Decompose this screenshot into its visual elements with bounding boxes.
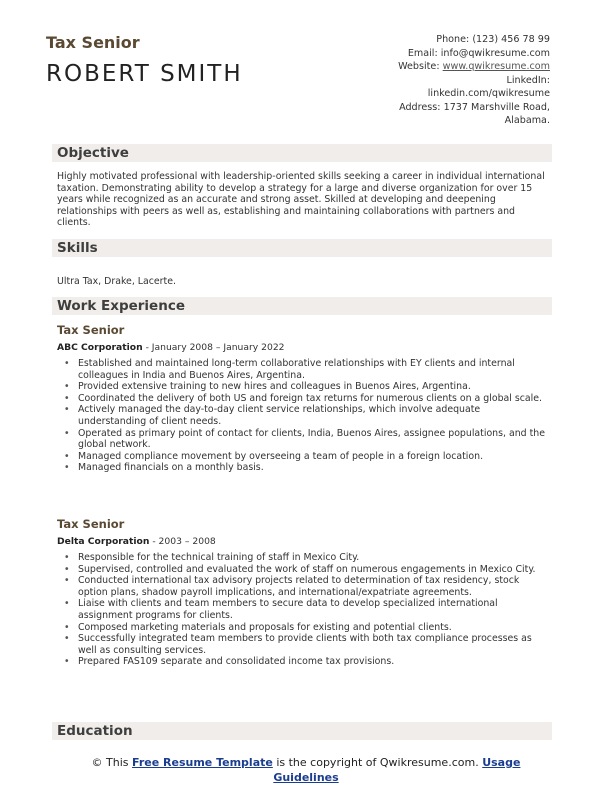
objective-section-header xyxy=(52,144,552,162)
education-heading: Education xyxy=(57,723,133,739)
job-1-dates: - January 2008 – January 2022 xyxy=(142,342,285,353)
list-item: • Composed marketing materials and proposals for existing and potential clients. xyxy=(62,622,550,634)
list-item: • Established and maintained long-term collaborative relationships with EY clients and internal colleagues in India and Buenos Aires, Argentina. xyxy=(62,358,550,381)
list-item: • Successfully integrated team members to provide clients with both tax compliance processes as well as consulting services. xyxy=(62,633,550,656)
list-item: • Responsible for the technical training of staff in Mexico City. xyxy=(62,552,550,564)
usage-guidelines-link-part1[interactable]: Usage xyxy=(482,756,521,769)
contact-address-line2: Alabama. xyxy=(504,115,550,126)
contact-block xyxy=(320,33,550,128)
list-item: • Managed financials on a monthly basis. xyxy=(62,462,550,474)
website-link[interactable]: www.qwikresume.com xyxy=(442,61,550,72)
contact-email: Email: info@qwikresume.com xyxy=(407,47,550,59)
contact-linkedin-label: LinkedIn: xyxy=(506,74,550,86)
candidate-name: ROBERT SMITH xyxy=(46,61,243,87)
contact-linkedin: linkedin.com/qwikresume xyxy=(427,88,550,99)
list-item: • Actively managed the day-to-day client service relationships, which involve adequate understanding of client needs. xyxy=(62,404,550,427)
job-1-bullets xyxy=(62,358,550,474)
job-2-bullets xyxy=(62,552,550,668)
skills-text: Ultra Tax, Drake, Lacerte. xyxy=(57,276,176,287)
job-title: Tax Senior xyxy=(46,33,140,52)
work-heading: Work Experience xyxy=(57,298,185,314)
education-section-header xyxy=(52,722,552,740)
list-item: • Supervised, controlled and evaluated the work of staff on numerous engagements in Mexico City. xyxy=(62,564,550,576)
contact-website: Website: www.qwikresume.com xyxy=(398,61,550,72)
job-2-company-line xyxy=(57,536,216,547)
job-1-role: Tax Senior xyxy=(57,323,125,337)
list-item: • Prepared FAS109 separate and consolidated income tax provisions. xyxy=(62,656,550,668)
contact-address: Address: 1737 Marshville Road, xyxy=(399,101,550,113)
job-1-company: ABC Corporation xyxy=(57,342,143,353)
job-2-company: Delta Corporation xyxy=(57,536,150,547)
skills-section-header xyxy=(52,239,552,257)
list-item: • Conducted international tax advisory projects related to determination of tax residency, stock option plans, shadow payroll implications, and international/expatriate agreements. xyxy=(62,575,550,598)
objective-text: Highly motivated professional with leadership-oriented skills seeking a career in individual international taxation. Demonstrating ability to develop a strategy for a large and diverse organization for over 15 years while recognized as an accurate and strong asset. Skilled at developing and deepening relationships with peers as well as, establishing and maintaining collaborations with partners and clients. xyxy=(57,171,545,229)
contact-phone: Phone: (123) 456 78 99 xyxy=(436,34,550,45)
skills-heading: Skills xyxy=(57,240,98,256)
job-2-dates: - 2003 – 2008 xyxy=(149,536,216,547)
job-2-role: Tax Senior xyxy=(57,517,125,531)
job-1-company-line xyxy=(57,342,285,353)
objective-heading: Objective xyxy=(57,145,129,161)
list-item: • Managed compliance movement by overseeing a team of people in a foreign location. xyxy=(62,451,550,463)
list-item: • Operated as primary point of contact for clients, India, Buenos Aires, assignee populations, and the global network. xyxy=(62,428,550,451)
usage-guidelines-link-part2[interactable]: Guidelines xyxy=(273,771,339,784)
free-resume-template-link[interactable]: Free Resume Template xyxy=(132,756,273,769)
footer: © This Free Resume Template is the copyright of Qwikresume.com. Usage Guidelines xyxy=(91,756,521,784)
list-item: • Liaise with clients and team members to secure data to develop specialized international assignment programs for clients. xyxy=(62,598,550,621)
list-item: • Provided extensive training to new hires and colleagues in Buenos Aires, Argentina. xyxy=(62,381,550,393)
list-item: • Coordinated the delivery of both US and foreign tax returns for numerous clients on a global scale. xyxy=(62,393,550,405)
work-section-header xyxy=(52,297,552,315)
